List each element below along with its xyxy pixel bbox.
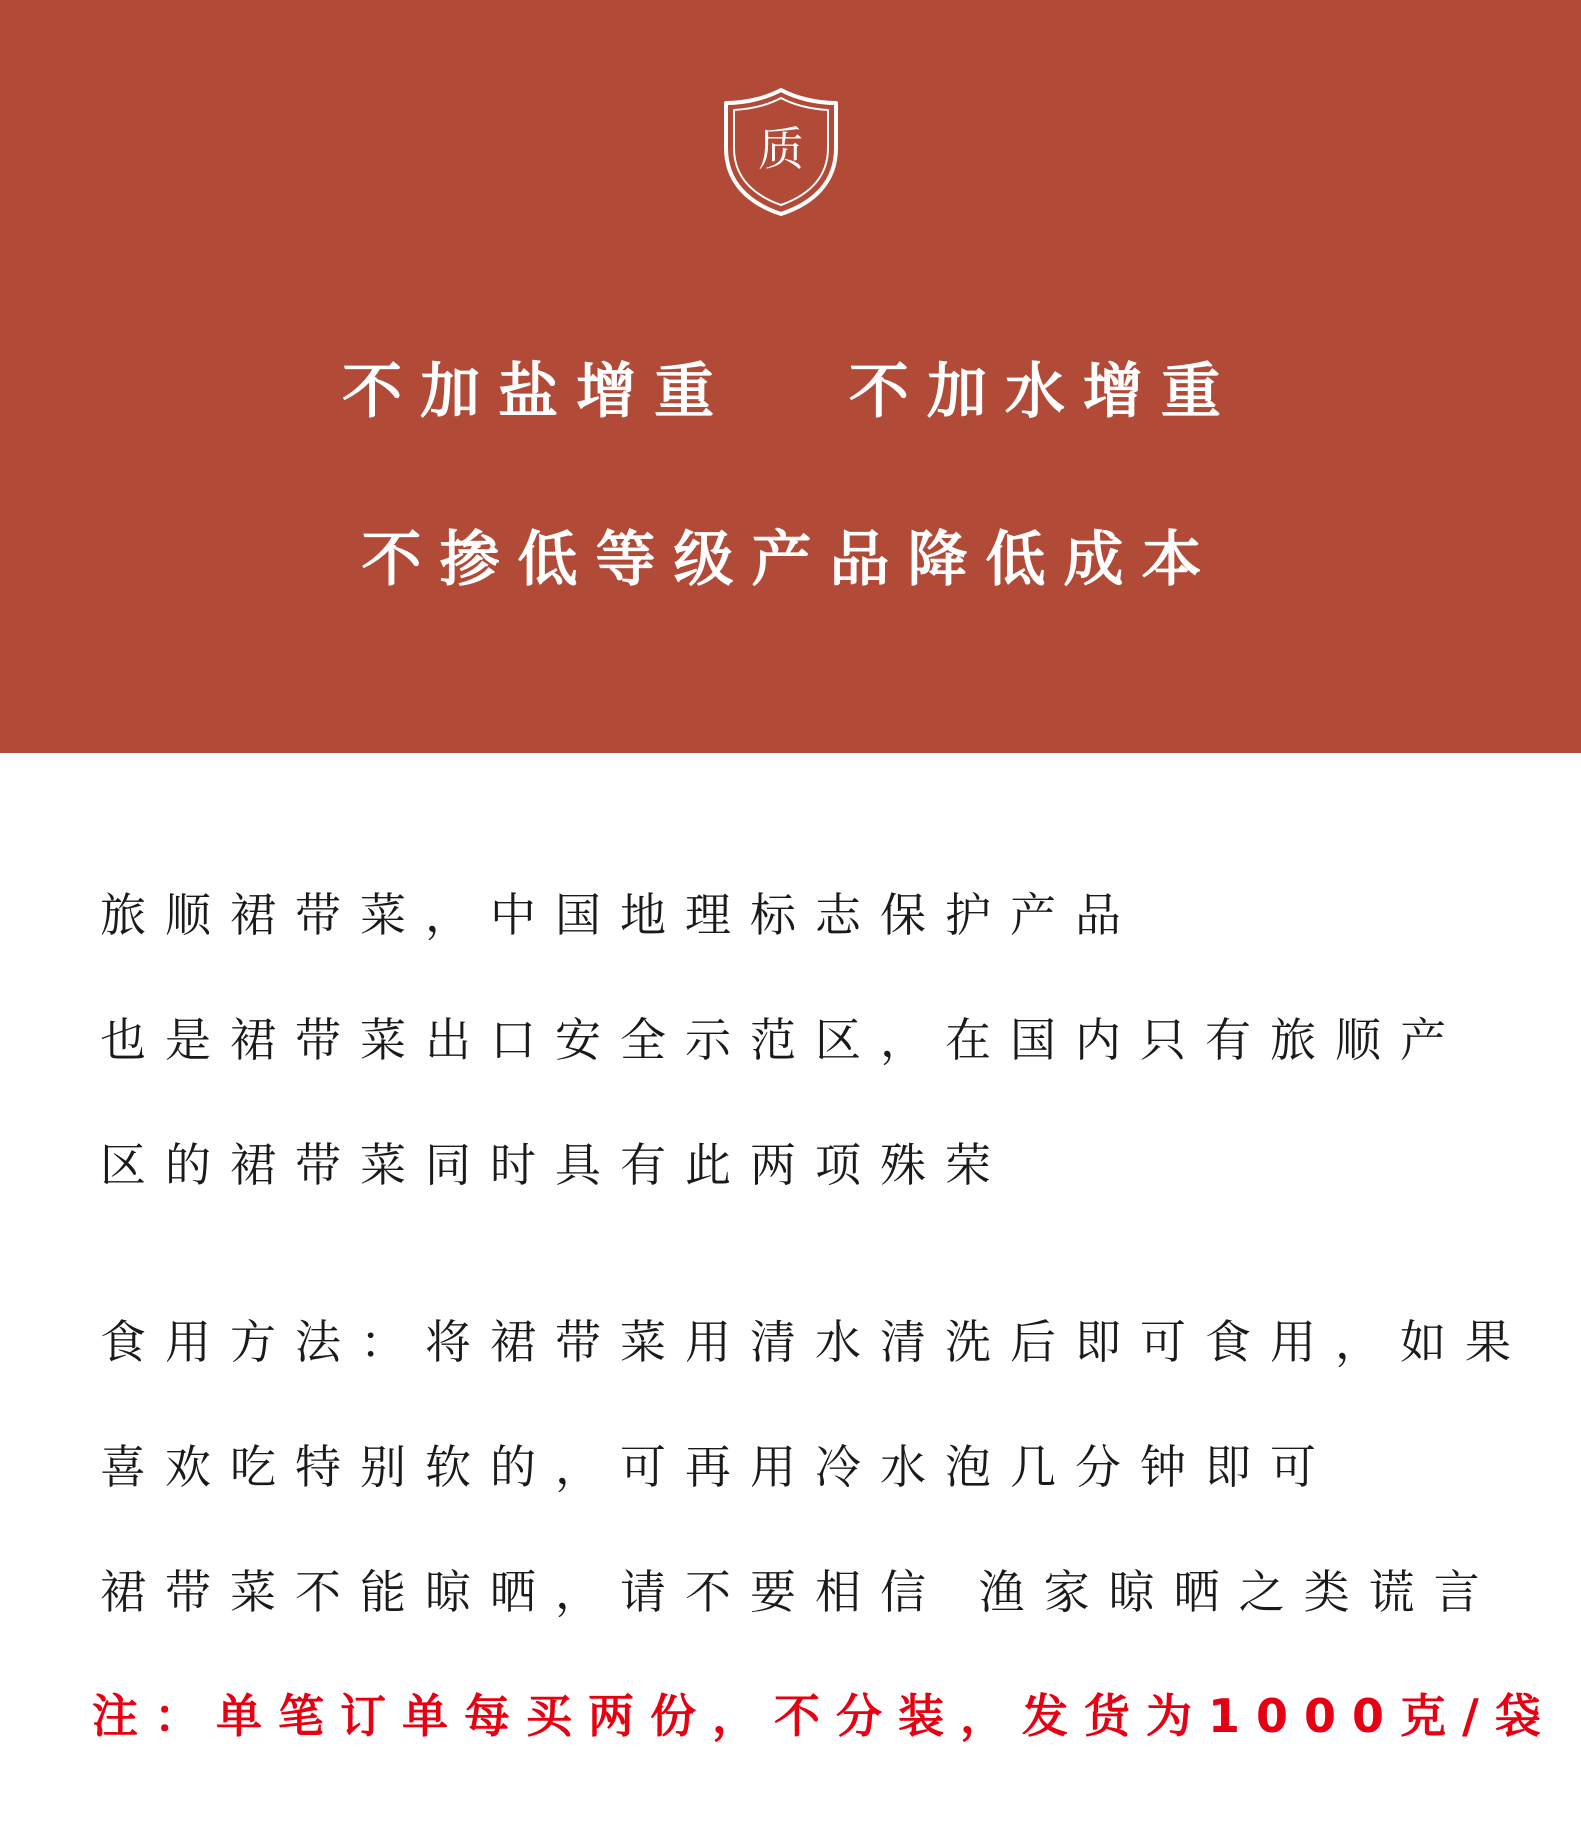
headline-no-salt-no-water: 不加盐增重 不加水增重 — [342, 357, 1239, 427]
usage-line-no-drying: 裙带菜不能晾晒，请不要相信 渔家晾晒之类谎言 — [100, 1565, 1499, 1619]
shield-quality-icon — [718, 86, 844, 218]
badge-character: 质 — [758, 122, 804, 176]
description-line-export: 也是裙带菜出口安全示范区，在国内只有旅顺产 — [100, 1013, 1465, 1067]
product-description — [0, 753, 1581, 1823]
usage-line-soak: 喜欢吃特别软的，可再用冷水泡几分钟即可 — [100, 1440, 1335, 1494]
description-line-origin: 旅顺裙带菜，中国地理标志保护产品 — [100, 888, 1140, 942]
usage-line-method: 食用方法：将裙带菜用清水清洗后即可食用，如果 — [100, 1315, 1530, 1369]
headline-no-low-grade: 不掺低等级产品降低成本 — [361, 525, 1220, 595]
order-note: 注：单笔订单每买两份，不分装，发货为1000克/袋 — [92, 1689, 1557, 1743]
description-line-honors: 区的裙带菜同时具有此两项殊荣 — [100, 1138, 1010, 1192]
quality-banner — [0, 0, 1581, 753]
